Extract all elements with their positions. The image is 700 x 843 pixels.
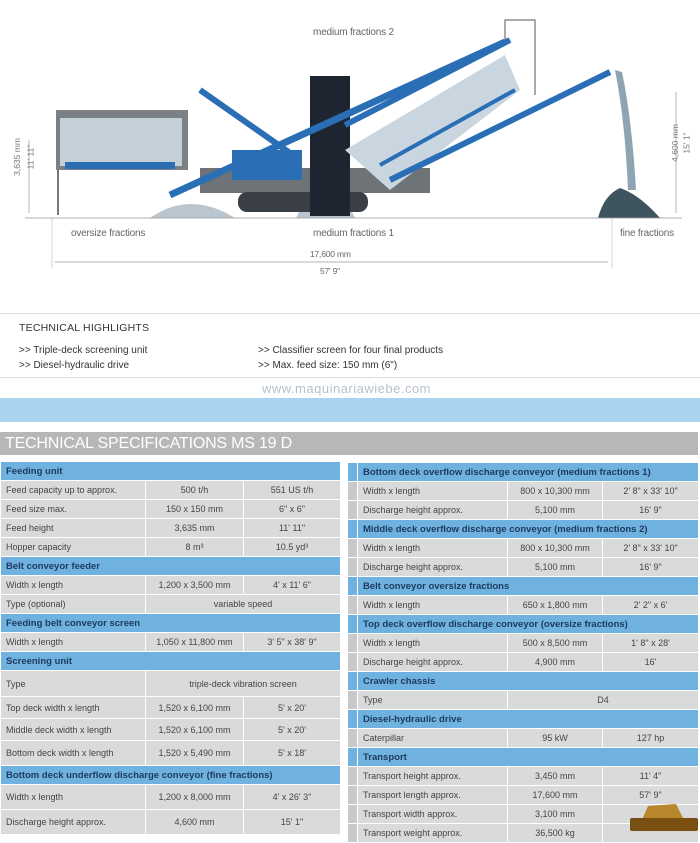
feed-height-mm: 3,635 mm — [11, 138, 22, 176]
metric-value: 4,900 mm — [508, 653, 603, 672]
table-row — [1, 481, 341, 500]
metric-value: 1,200 x 3,500 mm — [146, 576, 244, 595]
section-title: Bottom deck overflow discharge conveyor (medium fractions 1) — [358, 463, 699, 482]
imperial-value: 16' — [603, 653, 699, 672]
row-strip — [348, 577, 358, 596]
spec-label: Discharge height approx. — [358, 501, 508, 520]
section-header-row — [348, 520, 699, 539]
fine-pile — [598, 188, 660, 218]
metric-value: 150 x 150 mm — [146, 500, 244, 519]
imperial-value: 1' 8" x 28' — [603, 634, 699, 653]
spec-label: Transport width approx. — [358, 805, 508, 824]
row-strip — [348, 634, 358, 653]
metric-value: 1,520 x 6,100 mm — [146, 697, 244, 719]
spec-label: Transport length approx. — [358, 786, 508, 805]
spec-label: Middle deck width x length — [1, 719, 146, 741]
imperial-value: 3' 5" x 38' 9" — [244, 633, 341, 652]
imperial-value: 551 US t/h — [244, 481, 341, 500]
metric-value: 1,520 x 6,100 mm — [146, 719, 244, 741]
section-header-row — [1, 652, 341, 671]
section-title: Middle deck overflow discharge conveyor (medium fractions 2) — [358, 520, 699, 539]
table-row — [348, 596, 699, 615]
metric-value: 5,100 mm — [508, 501, 603, 520]
spec-label: Width x length — [1, 633, 146, 652]
spec-table-left — [0, 461, 341, 835]
metric-value: 3,635 mm — [146, 519, 244, 538]
section-header-row — [348, 672, 699, 691]
metric-value: 3,100 mm — [508, 805, 603, 824]
metric-value: triple-deck vibration screen — [146, 671, 341, 697]
hopper-material — [60, 118, 182, 166]
section-header-row — [348, 748, 699, 767]
row-strip — [348, 501, 358, 520]
spec-label: Width x length — [358, 596, 508, 615]
spec-label: Feed size max. — [1, 500, 146, 519]
row-strip — [348, 615, 358, 634]
spec-label: Top deck width x length — [1, 697, 146, 719]
row-strip — [348, 539, 358, 558]
section-title: Bottom deck underflow discharge conveyor (fine fractions) — [1, 766, 341, 785]
row-strip — [348, 824, 358, 843]
discharge-height-mm: 4,600 mm — [669, 124, 680, 162]
table-row — [348, 634, 699, 653]
row-strip — [348, 691, 358, 710]
section-title: Screening unit — [1, 652, 341, 671]
highlight-item: >> Max. feed size: 150 mm (6") — [258, 360, 398, 371]
spec-label: Transport weight approx. — [358, 824, 508, 843]
discharge-height-ft: 15' 1" — [681, 132, 692, 154]
watermark: www.maquinariawiebe.com — [262, 381, 432, 396]
section-header-row — [348, 710, 699, 729]
section-title: Belt conveyor feeder — [1, 557, 341, 576]
highlight-item: >> Triple-deck screening unit — [19, 345, 148, 356]
row-strip — [348, 558, 358, 577]
section-title: Diesel-hydraulic drive — [358, 710, 699, 729]
metric-value: 3,450 mm — [508, 767, 603, 786]
metric-value: 4,600 mm — [146, 810, 244, 835]
row-strip — [348, 672, 358, 691]
tower — [310, 76, 350, 216]
label-oversize-fractions: oversize fractions — [71, 228, 146, 239]
table-row — [1, 519, 341, 538]
length-ft: 57' 9" — [320, 266, 340, 276]
technical-highlights — [0, 313, 700, 378]
spec-label: Width x length — [358, 634, 508, 653]
spec-label: Width x length — [358, 482, 508, 501]
spec-label: Type (optional) — [1, 595, 146, 614]
imperial-value: 2' 8" x 33' 10" — [603, 482, 699, 501]
row-strip — [348, 596, 358, 615]
spec-label: Discharge height approx. — [358, 653, 508, 672]
oversize-pile — [150, 204, 235, 218]
row-strip — [348, 653, 358, 672]
machine-diagram — [0, 0, 700, 300]
spec-label: Type — [358, 691, 508, 710]
metric-value: 500 x 8,500 mm — [508, 634, 603, 653]
feed-height-ft: 11' 11" — [25, 144, 36, 170]
highlight-item: >> Classifier screen for four final products — [258, 345, 444, 356]
metric-value: 1,050 x 11,800 mm — [146, 633, 244, 652]
imperial-value: 11' 4" — [603, 767, 699, 786]
spec-label: Feed height — [1, 519, 146, 538]
table-row — [348, 539, 699, 558]
imperial-value: 5' x 20' — [244, 719, 341, 741]
label-medium-fractions-1: medium fractions 1 — [313, 228, 394, 239]
section-title: Top deck overflow discharge conveyor (oversize fractions) — [358, 615, 699, 634]
imperial-value: 4' x 26' 3" — [244, 785, 341, 810]
table-row — [348, 729, 699, 748]
row-strip — [348, 767, 358, 786]
metric-value: 1,520 x 5,490 mm — [146, 741, 244, 766]
imperial-value: 127 hp — [603, 729, 699, 748]
spec-label: Discharge height approx. — [358, 558, 508, 577]
section-header-row — [348, 463, 699, 482]
row-strip — [348, 520, 358, 539]
table-row — [1, 500, 341, 519]
metric-value: 5,100 mm — [508, 558, 603, 577]
label-fine-fractions: fine fractions — [620, 228, 674, 239]
table-row — [348, 691, 699, 710]
length-mm: 17,600 mm — [310, 249, 351, 259]
highlight-item: >> Diesel-hydraulic drive — [19, 360, 130, 371]
row-strip — [348, 710, 358, 729]
imperial-value: 10.5 yd³ — [244, 538, 341, 557]
table-row — [1, 633, 341, 652]
spec-table-right — [347, 462, 699, 843]
decorative-band — [0, 398, 700, 422]
imperial-value: 11' 11" — [244, 519, 341, 538]
table-row — [1, 576, 341, 595]
table-row — [1, 741, 341, 766]
section-title: Transport — [358, 748, 699, 767]
imperial-value: 5' x 20' — [244, 697, 341, 719]
section-header-row — [348, 577, 699, 596]
table-row — [348, 767, 699, 786]
imperial-value: 2' 8" x 33' 10" — [603, 539, 699, 558]
spec-label: Caterpillar — [358, 729, 508, 748]
section-header-row — [1, 614, 341, 633]
table-row — [1, 595, 341, 614]
section-title: Feeding belt conveyor screen — [1, 614, 341, 633]
metric-value: 650 x 1,800 mm — [508, 596, 603, 615]
spec-label: Width x length — [1, 576, 146, 595]
row-strip — [348, 786, 358, 805]
metric-value: variable speed — [146, 595, 341, 614]
spec-title: TECHNICAL SPECIFICATIONS MS 19 D — [0, 432, 698, 455]
imperial-value: 15' 1" — [244, 810, 341, 835]
metric-value: 36,500 kg — [508, 824, 603, 843]
metric-value: 800 x 10,300 mm — [508, 482, 603, 501]
oversize-conveyor — [200, 90, 300, 160]
row-strip — [348, 463, 358, 482]
imperial-value: 16' 9" — [603, 501, 699, 520]
imperial-value: 5' x 18' — [244, 741, 341, 766]
section-title: Belt conveyor oversize fractions — [358, 577, 699, 596]
imperial-value: 57' 9" — [603, 786, 699, 805]
imperial-value: 2' 2" x 6' — [603, 596, 699, 615]
metric-value: 8 m³ — [146, 538, 244, 557]
table-row — [1, 697, 341, 719]
section-title: Crawler chassis — [358, 672, 699, 691]
metric-value: 17,600 mm — [508, 786, 603, 805]
table-row — [348, 482, 699, 501]
table-row — [1, 810, 341, 835]
imperial-value: 4' x 11' 6" — [244, 576, 341, 595]
spec-label: Bottom deck width x length — [1, 741, 146, 766]
section-header-row — [1, 766, 341, 785]
metric-value: 95 kW — [508, 729, 603, 748]
label-medium-fractions-2: medium fractions 2 — [313, 27, 394, 38]
section-header-row — [1, 557, 341, 576]
spec-label: Discharge height approx. — [1, 810, 146, 835]
row-strip — [348, 748, 358, 767]
table-row — [1, 785, 341, 810]
metric-value: 1,200 x 8,000 mm — [146, 785, 244, 810]
highlights-title: TECHNICAL HIGHLIGHTS — [19, 322, 150, 334]
logo-graphic — [628, 800, 700, 837]
table-row — [348, 501, 699, 520]
spec-label: Width x length — [1, 785, 146, 810]
table-row — [348, 653, 699, 672]
metric-value: 500 t/h — [146, 481, 244, 500]
spec-label: Feed capacity up to approx. — [1, 481, 146, 500]
table-row — [348, 558, 699, 577]
feeder-belt — [65, 162, 175, 169]
spec-label: Hopper capacity — [1, 538, 146, 557]
spec-label: Transport height approx. — [358, 767, 508, 786]
table-row — [1, 719, 341, 741]
imperial-value: 6" x 6" — [244, 500, 341, 519]
row-strip — [348, 729, 358, 748]
spec-label: Type — [1, 671, 146, 697]
fine-stream — [615, 70, 636, 190]
table-row — [1, 538, 341, 557]
metric-value: D4 — [508, 691, 699, 710]
section-title: Feeding unit — [1, 462, 341, 481]
section-header-row — [1, 462, 341, 481]
section-header-row — [348, 615, 699, 634]
metric-value: 800 x 10,300 mm — [508, 539, 603, 558]
maquinaria-wiebe-logo — [628, 800, 700, 837]
spec-label: Width x length — [358, 539, 508, 558]
imperial-value: 16' 9" — [603, 558, 699, 577]
row-strip — [348, 482, 358, 501]
row-strip — [348, 805, 358, 824]
table-row — [1, 671, 341, 697]
